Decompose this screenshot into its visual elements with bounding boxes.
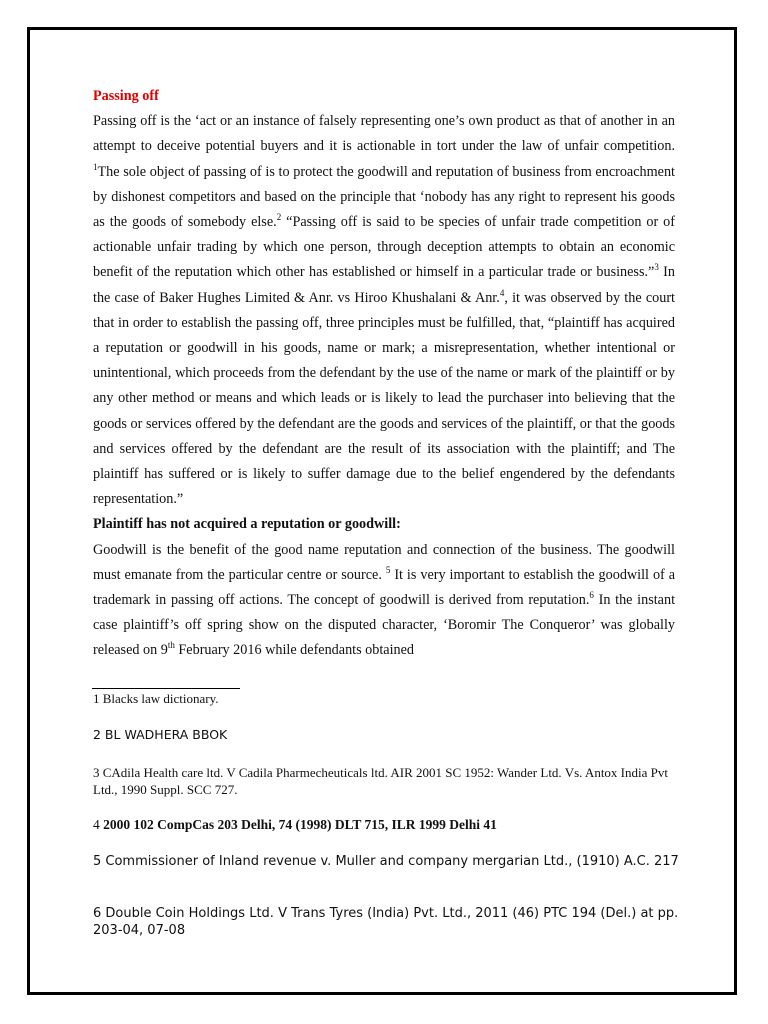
sentence: , it was observed by the court that in order to establish the passing off, three principles must be fulfilled, that, “plaintiff has acquired a reputation or goodwill in his goods, name or mark; a misrepresentation, whether intentional or unintentional, which proceeds from the defendant by the use of the name or mark of the plaintiff or by any other method or means and which leads or is likely to lead the purchaser into believing that the goods or services offered by the defendant are the goods and services of the plaintiff, or that the goods and services offered by the defendant are the result of its association with the plaintiff; and The plaintiff has suffered or is likely to suffer damage due to the belief engendered by the defendants representation.” — [93, 289, 675, 508]
sentence: Goodwill is the benefit of the good name reputation and connection of the business. The goodwill must emanate from the particular centre or source. — [93, 541, 675, 583]
footnote-1: 1 Blacks law dictionary. — [93, 691, 219, 706]
paragraph-goodwill — [93, 538, 675, 664]
footnote-2: 2 BL WADHERA BBOK — [93, 727, 228, 742]
footnote-4 — [93, 817, 497, 833]
document-body — [93, 84, 675, 664]
sentence: It is very important to establish the goodwill of a trademark in passing off actions. The concept of goodwill is derived from reputation. — [93, 566, 676, 609]
sentence: The sole object of passing of is to protect the goodwill and reputation of business from encroachment by dishonest competitors and based on the principle that ‘nobody has any right to represent his goods as the goods of somebody else. — [93, 163, 675, 231]
sentence: Passing off is the ‘act or an instance of falsely representing one’s own product as that of another in an attempt to deceive potential buyers and it is actionable in tort under the law of unfair competition. — [93, 113, 675, 155]
footnote-ref[interactable]: 2 — [276, 212, 282, 223]
footnote-ref[interactable]: 5 — [385, 564, 391, 575]
footnote-6: 6 Double Coin Holdings Ltd. V Trans Tyres (India) Pvt. Ltd., 2011 (46) PTC 194 (Del.) at pp. 203-04, 07-08 — [93, 906, 679, 938]
footnote-text: 2000 102 CompCas 203 Delhi, 74 (1998) DLT 715, ILR 1999 Delhi 41 — [103, 817, 497, 832]
footnote-ref[interactable]: 3 — [654, 262, 659, 273]
section-heading: Passing off — [93, 88, 159, 104]
paragraph-passing-off — [93, 109, 675, 512]
footnote-ref[interactable]: 6 — [589, 590, 594, 601]
footnote-ref[interactable]: 4 — [499, 287, 505, 298]
subheading: Plaintiff has not acquired a reputation or goodwill: — [93, 516, 401, 533]
footnote-ref[interactable]: 1 — [93, 161, 98, 172]
footnote-3: 3 CAdila Health care ltd. V Cadila Pharmecheuticals ltd. AIR 2001 SC 1952: Wander Ltd. Vs. Antox India Pvt Ltd., 1990 Suppl. SCC 727. — [93, 765, 668, 797]
sentence: February 2016 while defendants obtained — [178, 642, 415, 659]
sentence: “Passing off is said to be species of unfair trade competition or of actionable unfair trading by which one person, through deception attempts to obtain an economic benefit of the reputation which other has established or himself in a particular trade or business.” — [93, 214, 676, 281]
ordinal-suffix: th — [167, 640, 175, 651]
sentence: In the case of Baker Hughes Limited & Anr. vs Hiroo Khushalani & Anr. — [93, 264, 675, 306]
sentence: In the instant case plaintiff’s off spring show on the disputed character, ‘Boromir The Conqueror’ was globally released on 9 — [93, 592, 676, 659]
footnote-5: 5 Commissioner of Inland revenue v. Muller and company mergarian Ltd., (1910) A.C. 217 — [93, 854, 679, 869]
footnote-number: 4 — [93, 817, 100, 832]
footnote-separator — [92, 688, 240, 689]
